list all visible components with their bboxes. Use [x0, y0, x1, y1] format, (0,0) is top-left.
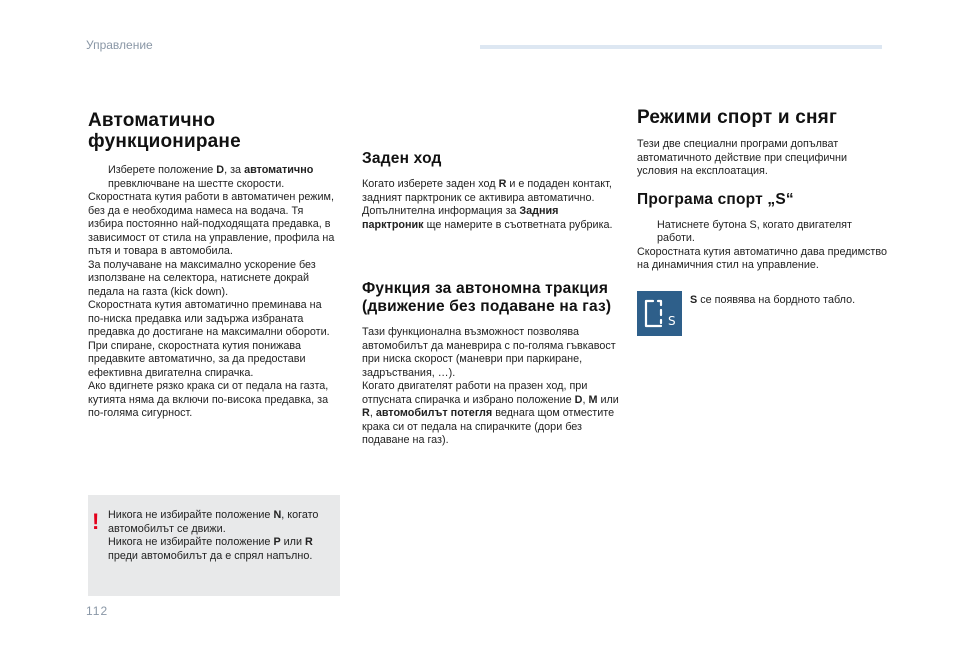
- sport-mode-ds-icon: [637, 291, 682, 336]
- icon-caption: S се появява на бордното табло.: [690, 294, 856, 306]
- bullet-select-d: Изберете положение D, за автоматично превключване на шестте скорости.: [108, 164, 314, 190]
- warning-icon: !: [92, 509, 100, 534]
- title-modes: Режими спорт и сняг: [637, 107, 838, 128]
- bullet-press-s: Натиснете бутона S, когато двигателят работи.: [657, 218, 852, 244]
- title-sport: Програма спорт „S“: [637, 190, 794, 208]
- warning-text: Никога не избирайте положение N, когато автомобилът се движи. Никога не избирайте положение P или R преди автомобилът да е спрял напълно.: [108, 509, 319, 562]
- creep-text: Тази функционална възможност позволява автомобилът да маневрира с по-голяма гъвкавост при ниска скорост (маневри при паркиране, задръствания, …). Когато двигателят работи на празен ход, при отпусната спирачка и избрано положение D, M или R, автомобилът потегля веднага щом отместите крака си от педала на спирачките (дори без подаване на газ).: [362, 326, 619, 446]
- column-reverse-creep: [362, 150, 622, 448]
- column-automatic: [88, 110, 340, 421]
- header-accent-bar: [480, 45, 882, 49]
- warning-box: [88, 495, 340, 596]
- title-reverse: Заден ход: [362, 150, 442, 167]
- title-automatic: Автоматично функциониране: [88, 110, 241, 152]
- reverse-text: Когато изберете заден ход R и е подаден контакт, задният парктроник се активира автоматично. Допълнителна информация за Задния парктроник ще намерите в съответната рубрика.: [362, 178, 613, 231]
- title-creep: Функция за автономна тракция (движение без подаване на газ): [362, 280, 612, 315]
- modes-text: Тези две специални програми допълват автоматичното действие при специфични условия на експлоатация.: [637, 138, 848, 177]
- sport-text: Скоростната кутия автоматично дава предимство на динамичния стил на управление.: [637, 245, 887, 271]
- svg-text:S: S: [668, 314, 676, 328]
- column-sport-snow: [637, 107, 889, 273]
- header-section-label: Управление: [86, 38, 153, 52]
- automatic-description: Скоростната кутия работи в автоматичен режим, без да е необходима намеса на водача. Тя избира постоянно най-подходящата предавка, в зависимост от стила на управление, профила на пътя и товара в автомобила. За получаване на максимално ускорение без използване на селектора, натиснете докрай педала на газта (kick down). Скоростната кутия автоматично преминава на по-ниска предавка или задържа избраната предавка до достигане на максимални обороти. При спиране, скоростната кутия понижава предавките автоматично, за да предостави ефективна двигателна спирачка. Ако вдигнете рязко крака си от педала на газта, кутията няма да включи по-висока предавка, за по-голяма сигурност.: [88, 191, 335, 419]
- page-number: 112: [86, 604, 109, 618]
